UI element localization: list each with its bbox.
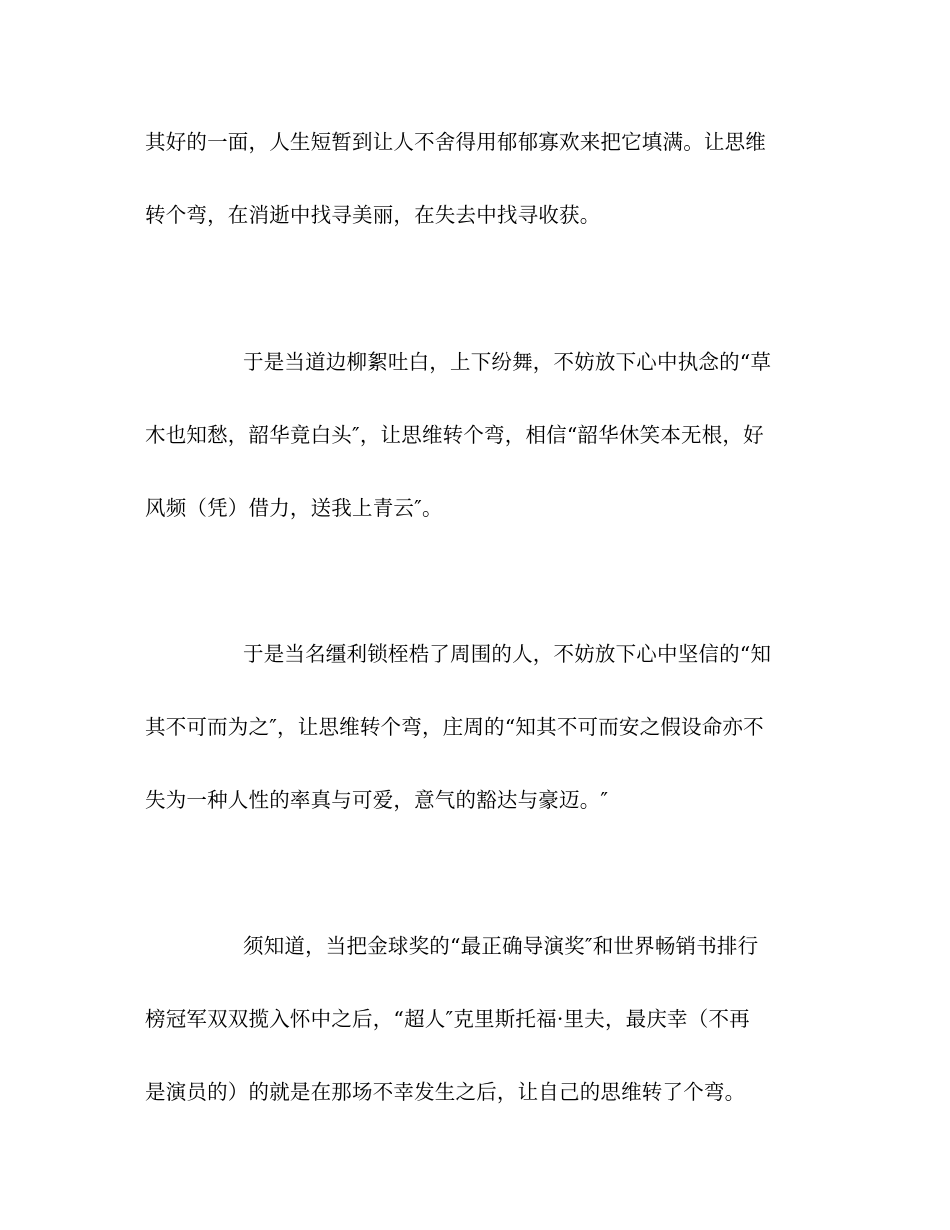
paragraph-line: 木也知愁，韶华竟白头″，让思维转个弯，相信“韶华休笑本无根，好 [145, 423, 764, 447]
paragraph-line: 是演员的）的就是在那场不幸发生之后，让自己的思维转了个弯。 [145, 1080, 746, 1104]
paragraph-line: 榜冠军双双揽入怀中之后，“超人″克里斯托福·里夫，最庆幸（不再 [145, 1007, 750, 1031]
paragraph-line: 其好的一面，人生短暂到让人不舍得用郁郁寡欢来把它填满。让思维 [145, 130, 766, 154]
paragraph-line: 须知道，当把金球奖的“最正确导演奖″和世界畅销书排行 [243, 934, 759, 958]
paragraph-line: 于是当道边柳絮吐白，上下纷舞，不妨放下心中执念的“草 [243, 350, 772, 374]
paragraph-line: 转个弯，在消逝中找寻美丽，在失去中找寻收获。 [145, 203, 601, 227]
paragraph-line: 风频（凭）借力，送我上青云″。 [145, 496, 443, 520]
paragraph-line: 其不可而为之″，让思维转个弯，庄周的“知其不可而安之假设命亦不 [145, 715, 764, 739]
paragraph-line: 于是当名缰利锁桎梏了周围的人，不妨放下心中坚信的“知 [243, 642, 772, 666]
paragraph-line: 失为一种人性的率真与可爱，意气的豁达与豪迈。″ [145, 788, 609, 812]
